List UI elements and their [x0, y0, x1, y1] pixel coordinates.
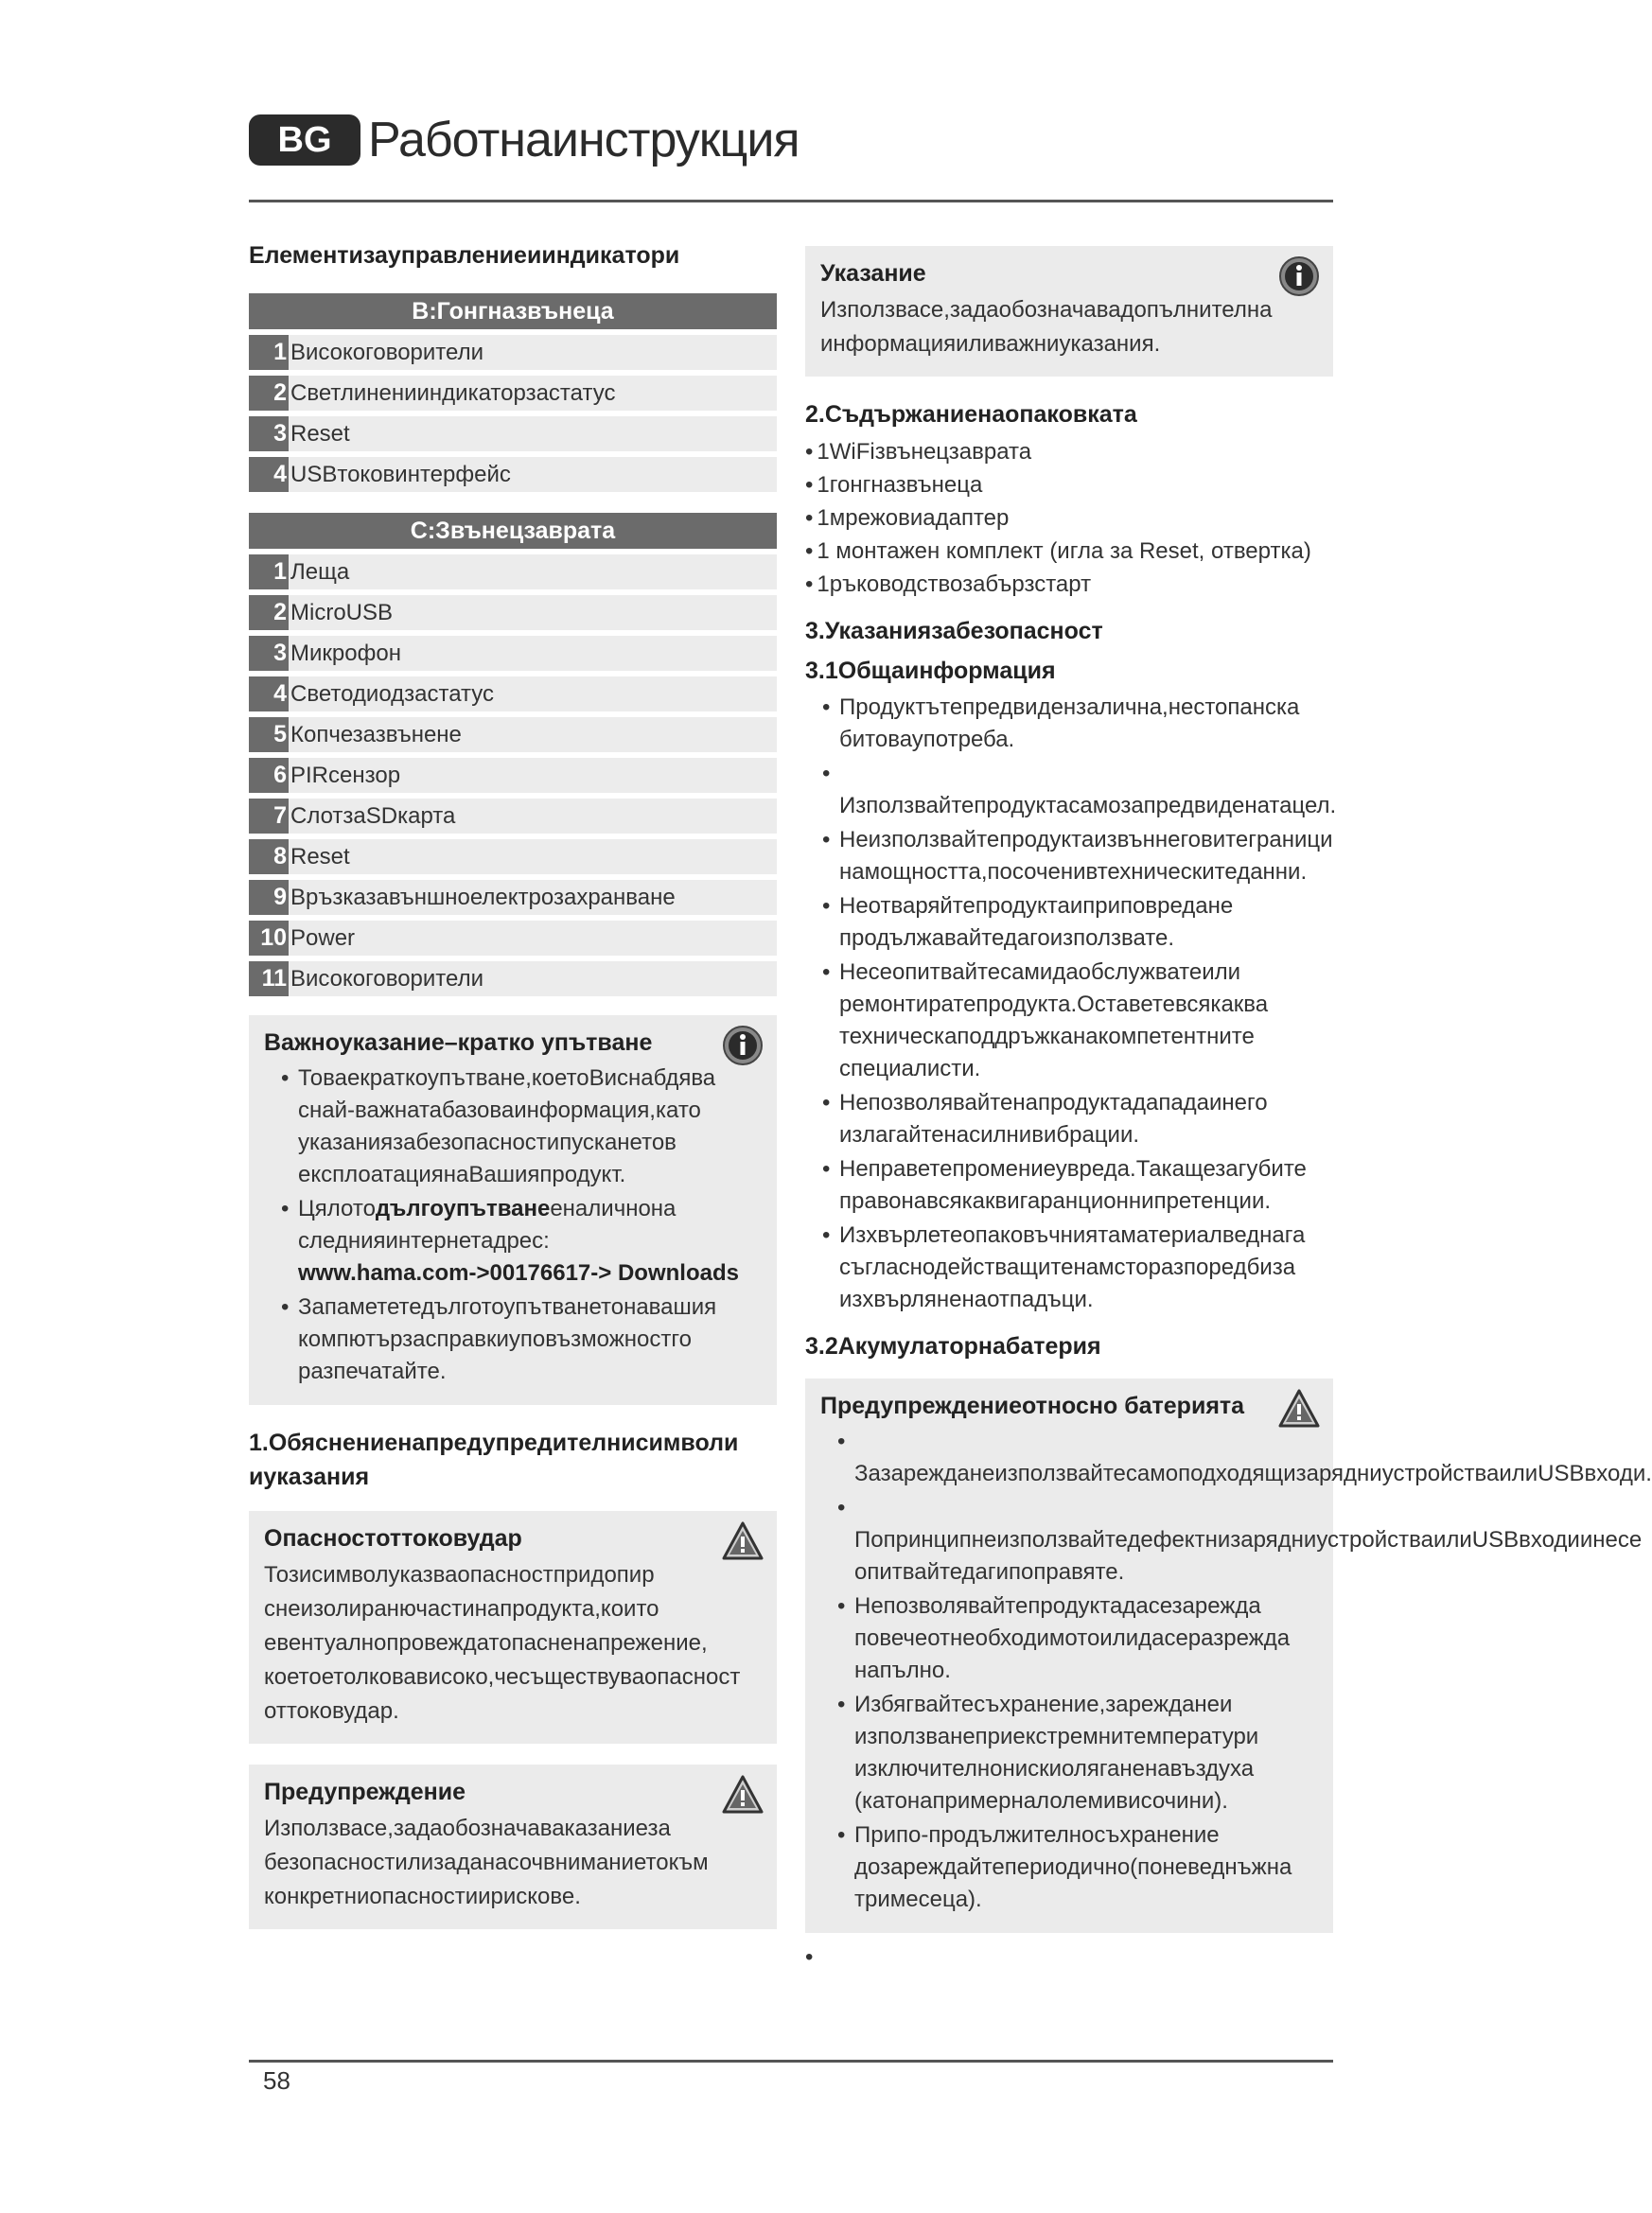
row-number: 1	[249, 335, 289, 370]
table-row	[249, 676, 777, 711]
warning-box	[249, 1765, 777, 1929]
battery-warning-title: Предупреждениеотносно батерията	[820, 1393, 1245, 1419]
warning-title: Предупреждение	[264, 1779, 466, 1805]
footer-divider	[249, 2060, 1333, 2063]
row-label: Светодиодзастатус	[290, 681, 495, 707]
list-item: • Товаекраткоупътване,коетоВиснабдява снай-важнатабазоваинформация,като указаниязабезопасностипусканетов експлоатациянаВашияпродукт.	[264, 1063, 762, 1191]
row-number: 4	[249, 457, 289, 492]
trailing-bullet: •	[805, 1944, 814, 1970]
list-item: • 1мрежовиадаптер	[805, 501, 1333, 535]
section-2-heading: 2.Съдържаниенаопаковката	[805, 401, 1137, 428]
table-row	[249, 961, 777, 996]
row-label: MicroUSB	[290, 600, 394, 625]
list-item: • ЗазарежданеизползвайтесамоподходящизарядниустройстваилиUSBвходи.	[820, 1426, 1318, 1490]
warning-triangle-icon	[722, 1520, 764, 1562]
section-3-2-heading: 3.2Акумулаторнабатерия	[805, 1333, 1101, 1360]
table-b-header: B:Гонгназвънеца	[249, 293, 777, 329]
list-item: • Несеопитвайтесамидаобслужватеили ремонтиратепродукта.Оставетевсякаква техническаподдръжканакомпетентните специалисти.	[805, 957, 1333, 1085]
row-label: Светлиненииндикаторзастатус	[290, 380, 616, 406]
table-row	[249, 636, 777, 671]
table-row	[249, 717, 777, 752]
list-item: • Припо-продължителносъхранение дозареждайтепериодично(поневеднъжна тримесеца).	[820, 1819, 1318, 1916]
header-divider	[249, 200, 1333, 202]
row-number: 6	[249, 758, 289, 793]
left-column	[249, 238, 777, 1929]
controls-heading: Елементизауправлениеииндикатори	[249, 242, 680, 269]
download-link[interactable]: www.hama.com->00176617-> Downloads	[298, 1260, 739, 1286]
list-item: • 1 монтажен комплект (игла за Reset, отвертка)	[805, 535, 1333, 568]
row-number: 11	[249, 961, 289, 996]
table-row	[249, 799, 777, 834]
row-number: 3	[249, 636, 289, 671]
info-icon	[1278, 255, 1320, 297]
text-fragment: Цялото	[298, 1196, 376, 1221]
list-item: • Неотваряйтепродуктаиприповредане продължавайтедагоизползвате.	[805, 890, 1333, 955]
list-item: • Неизползвайтепродуктаизвъннеговитеграници намощността,посоченивтехническитеданни.	[805, 824, 1333, 888]
row-number: 9	[249, 880, 289, 915]
section-3-1-heading: 3.1Общаинформация	[805, 658, 1056, 684]
controls-table-b	[249, 293, 777, 492]
note-box	[805, 246, 1333, 377]
list-item: • Избягвайтесъхранение,зарежданеи използванеприекстремнитемператури изключителнонискиоляганенавъздуха (катонапримерналолемивисочини).	[820, 1689, 1318, 1818]
row-label: Reset	[290, 844, 350, 869]
warning-triangle-icon	[722, 1774, 764, 1816]
row-number: 2	[249, 376, 289, 411]
table-row	[249, 839, 777, 874]
list-item: • Неправетепромениеувреда.Такащезагубите правонавсякаквигаранционнипретенции.	[805, 1153, 1333, 1218]
battery-warning-list	[820, 1426, 1652, 1916]
important-note-list	[264, 1063, 762, 1388]
important-note-title: Важноуказание–кратко упътване	[264, 1029, 653, 1056]
row-label: Копчезазвънене	[290, 722, 462, 747]
note-text: Използвасе,задаобозначавадопълнителна информацияиливажниуказания.	[820, 297, 1273, 357]
table-row	[249, 416, 777, 451]
row-label: Микрофон	[290, 641, 401, 666]
bold-term: дългоупътване	[375, 1196, 551, 1221]
row-number: 1	[249, 554, 289, 589]
row-number: 4	[249, 676, 289, 711]
table-c-header: C:Звънецзаврата	[249, 513, 777, 549]
list-item	[264, 1193, 762, 1290]
danger-title: Опасностоттоковудар	[264, 1525, 522, 1552]
list-item: • Продуктътепредвидензалична,нестопанска битоваупотреба.	[805, 692, 1333, 756]
row-number: 5	[249, 717, 289, 752]
table-row	[249, 554, 777, 589]
list-item: • 1WiFiзвънецзаврата	[805, 435, 1333, 468]
list-item: • ПопринципнеизползвайтедефектнизарядниустройстваилиUSBвходиинесе опитвайтедагипоправяте.	[820, 1492, 1318, 1589]
row-label: Reset	[290, 421, 350, 447]
list-item: • Запамететедълготоупътванетонавашия компютързасправкиуповъзможностго разпечатайте.	[264, 1291, 762, 1388]
table-row	[249, 758, 777, 793]
row-number: 7	[249, 799, 289, 834]
list-item: • 1гонгназвънеца	[805, 468, 1333, 501]
danger-text: Тозисимволуказваопасностпридопир снеизолиранючастинапродукта,които евентуалнопровеждатопасненапрежение, коетоетолковависоко,чесъществуваопасност оттоковудар.	[264, 1562, 741, 1724]
page-title: Работнаинструкция	[368, 113, 800, 167]
right-column	[805, 246, 1652, 1971]
list-item: • Непозволявайтенапродуктадападаинего излагайтенасилнивибрации.	[805, 1087, 1333, 1151]
info-icon	[722, 1025, 764, 1066]
table-row	[249, 595, 777, 630]
section-1-heading: 1.Обяснениенапредупредителнисимволи иуказания	[249, 1430, 739, 1490]
row-label: Високоговорители	[290, 966, 483, 992]
row-label: USBтоковинтерфейс	[290, 462, 511, 487]
section-3-heading: 3.Указаниязабезопасност	[805, 618, 1103, 644]
danger-box	[249, 1511, 777, 1744]
language-badge: BG	[249, 114, 360, 166]
row-number: 8	[249, 839, 289, 874]
battery-warning-box	[805, 1379, 1652, 1933]
general-info-list	[805, 692, 1337, 1316]
row-label: PIRсензор	[290, 763, 401, 788]
row-number: 2	[249, 595, 289, 630]
row-number: 3	[249, 416, 289, 451]
page-number: 58	[263, 2066, 290, 2095]
list-item: • Непозволявайтепродуктадасезарежда повечеотнеобходимотоилидасеразрежда напълно.	[820, 1590, 1318, 1687]
table-row	[249, 880, 777, 915]
package-contents-list	[805, 435, 1333, 601]
table-row	[249, 376, 777, 411]
table-row	[249, 921, 777, 956]
row-number: 10	[249, 921, 289, 956]
warning-triangle-icon	[1278, 1388, 1320, 1430]
warning-text: Използвасе,задаобозначаваказаниеза безопасностилизаданасочвниманиетокъм конкретниопасностиирискове.	[264, 1816, 709, 1909]
row-label: Високоговорители	[290, 340, 483, 365]
row-label: Връзказавъншноелектрозахранване	[290, 885, 676, 910]
list-item: • Използвайтепродуктасамозапредвиденатацел.	[805, 758, 1333, 822]
table-row	[249, 457, 777, 492]
table-row	[249, 335, 777, 370]
page-header	[249, 112, 800, 168]
list-item: • Изхвърлетеопаковъчниятаматериалведнага съгласнодействащитенамсторазпоредбиза изхвърляненаотпадъци.	[805, 1220, 1333, 1316]
controls-table-c	[249, 513, 777, 996]
row-label: Леща	[290, 559, 350, 585]
note-title: Указание	[820, 260, 926, 287]
important-note-box	[249, 1015, 777, 1405]
list-item: • 1ръководствозабързстарт	[805, 568, 1333, 601]
text-fragment: еналичнона следнияинтернетадрес:	[298, 1196, 677, 1254]
row-label: Power	[290, 925, 356, 951]
row-label: СлотзаSDкарта	[290, 803, 456, 829]
